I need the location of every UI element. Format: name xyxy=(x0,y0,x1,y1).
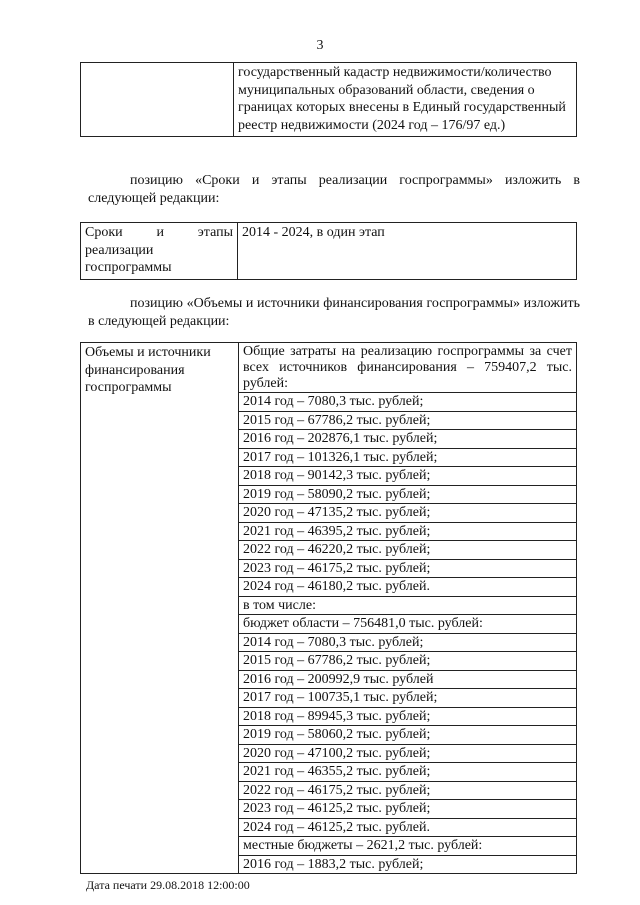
funding-line: 2021 год – 46355,2 тыс. рублей; xyxy=(239,763,576,782)
funding-line: 2019 год – 58090,2 тыс. рублей; xyxy=(239,486,576,505)
funding-line: в том числе: xyxy=(239,597,576,616)
table-row xyxy=(81,343,577,874)
funding-line: 2018 год – 89945,3 тыс. рублей; xyxy=(239,708,576,727)
funding-intro-line: Общие затраты на реализацию госпрограммы за счет всех источников финансирования – 759407,2 тыс. рублей: xyxy=(239,343,576,393)
funding-line: 2016 год – 200992,9 тыс. рублей xyxy=(239,671,576,690)
funding-line: 2016 год – 202876,1 тыс. рублей; xyxy=(239,430,576,449)
funding-line: 2019 год – 58060,2 тыс. рублей; xyxy=(239,726,576,745)
page-number: 3 xyxy=(316,38,324,53)
funding-line: 2024 год – 46125,2 тыс. рублей. xyxy=(239,819,576,838)
timing-label-cell: Сроки и этапы реализации госпрограммы xyxy=(81,223,238,280)
table-row xyxy=(81,63,577,137)
goals-table-fragment xyxy=(80,62,577,137)
funding-line: 2018 год – 90142,3 тыс. рублей; xyxy=(239,467,576,486)
funding-line: 2014 год – 7080,3 тыс. рублей; xyxy=(239,634,576,653)
funding-line: 2017 год – 100735,1 тыс. рублей; xyxy=(239,689,576,708)
funding-line: 2023 год – 46175,2 тыс. рублей; xyxy=(239,560,576,579)
timing-table xyxy=(80,222,577,280)
instruction-paragraph-funding: позицию «Объемы и источники финансирования госпрограммы» изложить в следующей редакции: xyxy=(88,296,580,329)
print-date-footer: Дата печати 29.08.2018 12:00:00 xyxy=(86,878,250,892)
funding-line: 2021 год – 46395,2 тыс. рублей; xyxy=(239,523,576,542)
funding-lines xyxy=(239,393,576,873)
indicator-cell: государственный кадастр недвижимости/количество муниципальных образований области, сведения о границах которых внесены в Единый государственный реестр недвижимости (2024 год – 176/97 ед.) xyxy=(234,63,577,137)
funding-line: 2016 год – 1883,2 тыс. рублей; xyxy=(243,856,424,872)
timing-value-cell: 2014 - 2024, в один этап xyxy=(238,223,577,280)
funding-line: 2022 год – 46175,2 тыс. рублей; xyxy=(239,782,576,801)
funding-label-cell: Объемы и источники финансирования госпрограммы xyxy=(81,343,239,874)
funding-line: 2020 год – 47135,2 тыс. рублей; xyxy=(239,504,576,523)
funding-line: 2015 год – 67786,2 тыс. рублей; xyxy=(239,652,576,671)
funding-line: 2024 год – 46180,2 тыс. рублей. xyxy=(239,578,576,597)
instruction-paragraph-timing: позицию «Сроки и этапы реализации госпрограммы» изложить в следующей редакции: xyxy=(88,173,580,206)
funding-line: местные бюджеты – 2621,2 тыс. рублей: xyxy=(239,837,576,856)
funding-table xyxy=(80,342,577,874)
funding-value-cell xyxy=(239,343,577,874)
funding-line: 2023 год – 46125,2 тыс. рублей; xyxy=(239,800,576,819)
funding-line: бюджет области – 756481,0 тыс. рублей: xyxy=(239,615,576,634)
funding-line: 2014 год – 7080,3 тыс. рублей; xyxy=(239,393,576,412)
funding-line: 2015 год – 67786,2 тыс. рублей; xyxy=(239,412,576,431)
funding-line: 2022 год – 46220,2 тыс. рублей; xyxy=(239,541,576,560)
empty-label-cell xyxy=(81,63,234,137)
funding-line: 2017 год – 101326,1 тыс. рублей; xyxy=(239,449,576,468)
funding-line: 2020 год – 47100,2 тыс. рублей; xyxy=(239,745,576,764)
table-row xyxy=(81,223,577,280)
